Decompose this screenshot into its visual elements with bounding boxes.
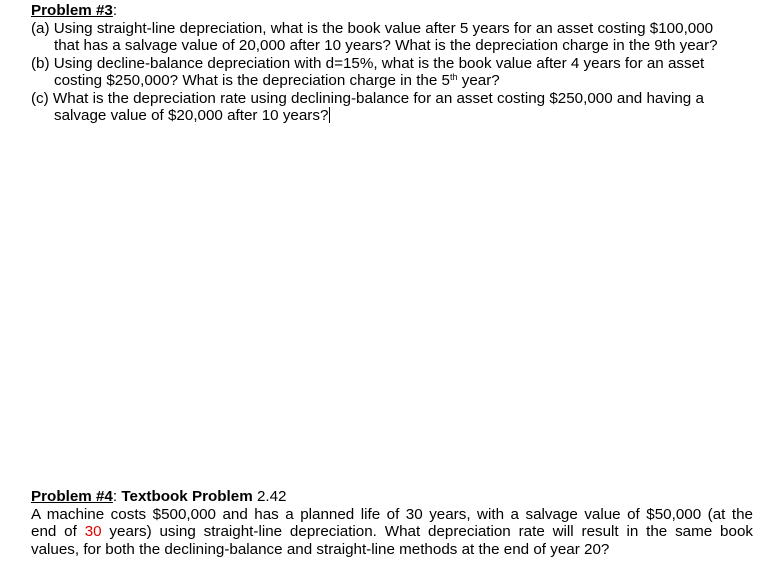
problem-4-section (31, 488, 753, 558)
problem-4-number: 2.42 (252, 488, 287, 505)
problem-3-heading (31, 2, 753, 20)
problem-3b-line-1: (b) Using decline-balance depreciation with d=15%, what is the book value after 4 years for an asset (31, 54, 705, 72)
problem-4-text-end: years) using straight-line depreciation. What depreciation rate will result in the same book (101, 523, 753, 540)
problem-4-line-3: values, for both the declining-balance and straight-line methods at the end of year 20? (31, 540, 610, 558)
problem-3b-text: costing $250,000? What is the depreciation charge in the 5 (54, 72, 450, 89)
problem-4-heading (31, 488, 753, 506)
problem-3-colon: : (112, 2, 118, 19)
text-cursor (329, 107, 330, 123)
problem-4-line-2 (31, 523, 753, 541)
problem-4-colon: : (112, 488, 118, 505)
problem-3b-line-2 (31, 72, 753, 90)
ordinal-suffix: th (449, 72, 458, 82)
problem-3-title: Problem #3 (31, 2, 113, 19)
problem-3c-line-1: (c) What is the depreciation rate using declining-balance for an asset costing $250,000 and having a (31, 89, 704, 107)
problem-3a-line-1: (a) Using straight-line depreciation, what is the book value after 5 years for an asset costing $100,000 (31, 19, 714, 37)
problem-3a-line-2: that has a salvage value of 20,000 after 10 years? What is the depreciation charge in the 9th year? (54, 37, 718, 54)
problem-3-section (31, 2, 753, 125)
problem-4-subtitle: Textbook Problem (117, 488, 253, 505)
problem-4-text: end of (31, 523, 85, 540)
highlighted-number: 30 (84, 523, 102, 540)
problem-3c-line-2[interactable] (31, 107, 753, 125)
problem-4-title: Problem #4 (31, 488, 113, 505)
problem-3b-text-end: year? (457, 72, 500, 89)
problem-3c-text: salvage value of $20,000 after 10 years? (54, 107, 329, 124)
problem-4-line-1: A machine costs $500,000 and has a planned life of 30 years, with a salvage value of $50,000 (at the (31, 505, 753, 523)
